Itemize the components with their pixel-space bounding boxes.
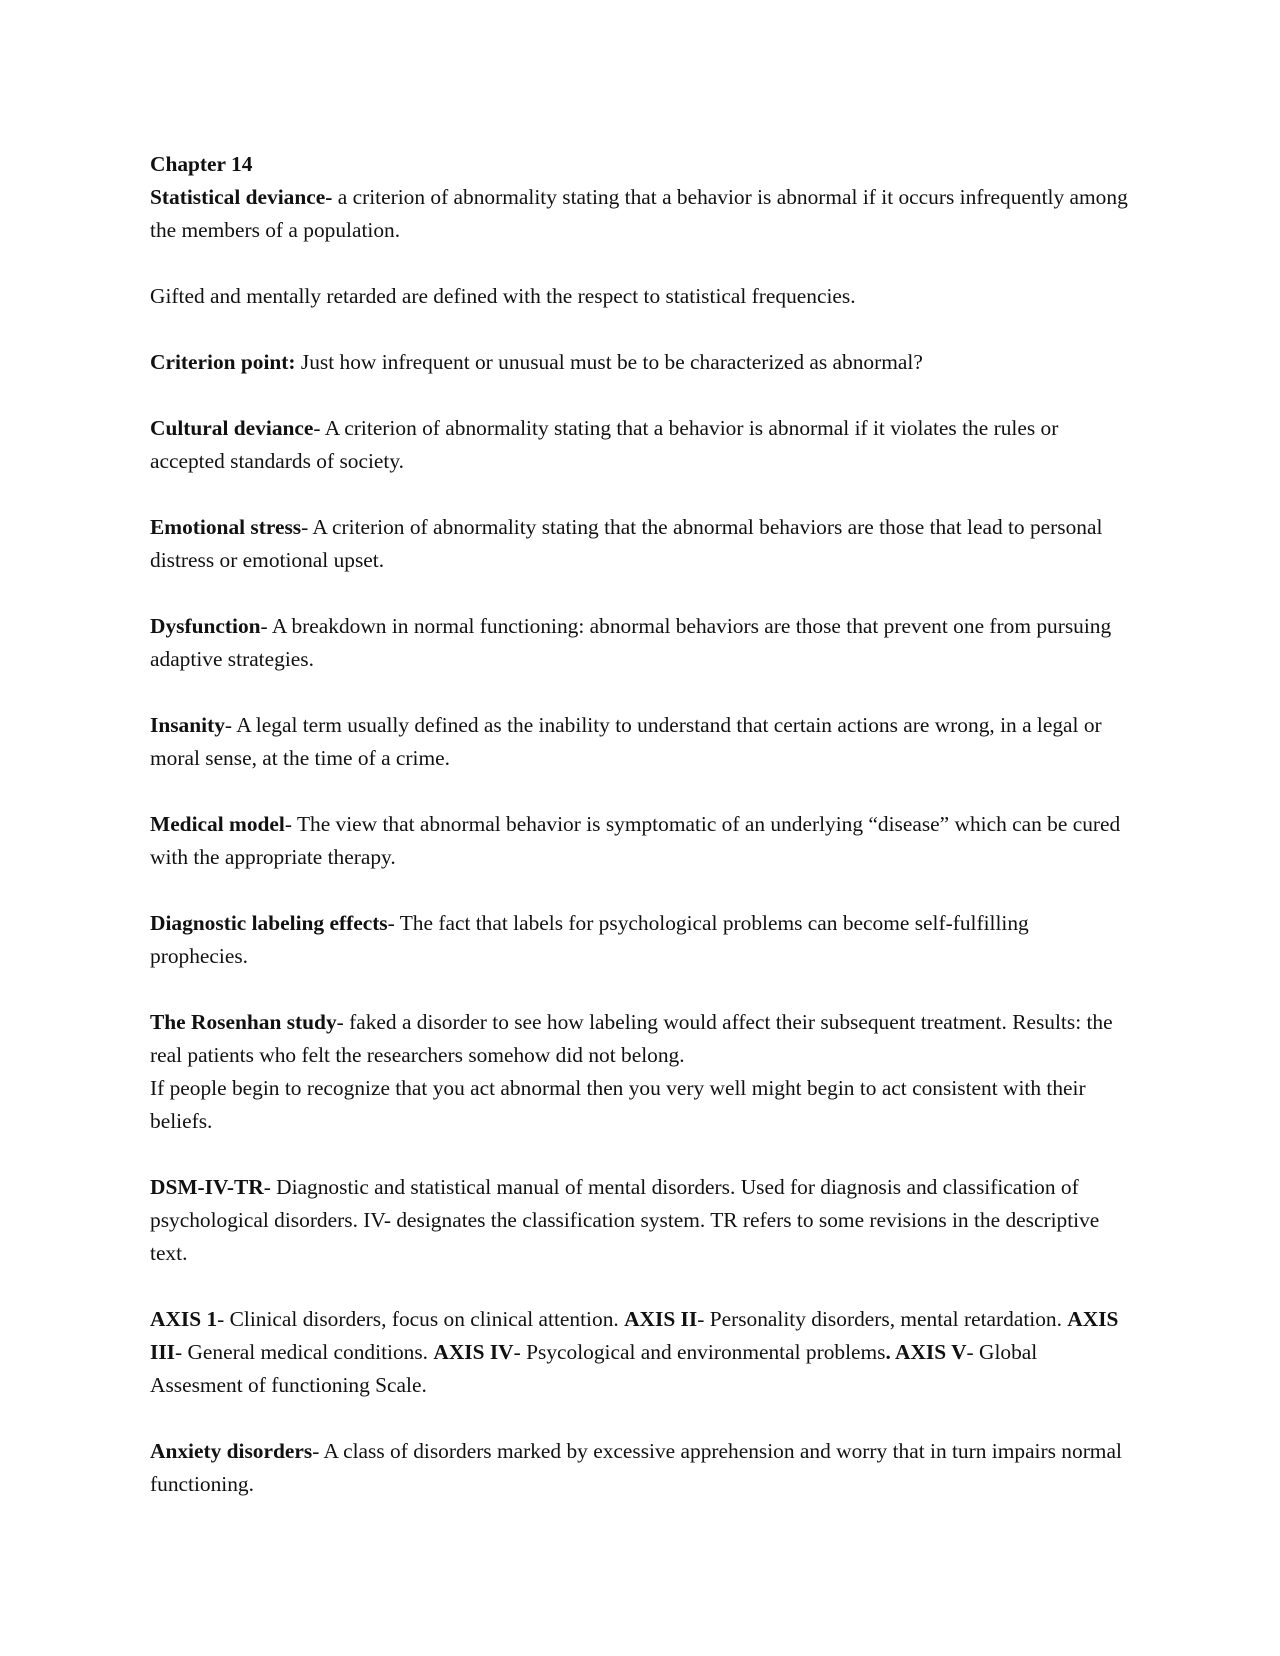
term-axis-3: AXIS III [150,1307,1119,1364]
term-axis-5: . AXIS V [885,1340,967,1364]
term-insanity: Insanity [150,713,225,737]
entry-diagnostic-labeling [150,907,1130,973]
entry-medical-model [150,808,1130,874]
document-page [150,148,1130,1534]
entry-dysfunction [150,610,1130,676]
definition-medical-model: - The view that abnormal behavior is symptomatic of an underlying “disease” which can be cured with the appropriate therapy. [150,812,1121,869]
rosenhan-followup: If people begin to recognize that you act abnormal then you very well might begin to act consistent with their beliefs. [150,1076,1086,1133]
entry-statistical-deviance [150,181,1130,247]
term-axis-1: AXIS 1 [150,1307,218,1331]
term-dysfunction: Dysfunction [150,614,261,638]
definition-cultural-deviance: - A criterion of abnormality stating that a behavior is abnormal if it violates the rules or accepted standards of society. [150,416,1059,473]
definition-axis-5: - Global Assesment of functioning Scale. [150,1340,1038,1397]
definition-statistical-deviance: a criterion of abnormality stating that a behavior is abnormal if it occurs infrequently among the members of a population. [150,185,1128,242]
term-criterion-point: Criterion point: [150,350,296,374]
chapter-title: Chapter 14 [150,152,253,176]
entry-emotional-stress [150,511,1130,577]
term-cultural-deviance: Cultural deviance [150,416,314,440]
definition-axis-2: - Personality disorders, mental retardation. [697,1307,1068,1331]
definition-axis-1: - Clinical disorders, focus on clinical attention. [217,1307,625,1331]
term-statistical-deviance: Statistical deviance- [150,185,333,209]
entry-rosenhan-study [150,1006,1130,1072]
definition-diagnostic-labeling: - The fact that labels for psychological problems can become self-fulfilling prophecies. [150,911,1029,968]
term-medical-model: Medical model [150,812,285,836]
definition-dsm: - Diagnostic and statistical manual of mental disorders. Used for diagnosis and classification of psychological disorders. IV- designates the classification system. TR refers to some revisions in the descriptive text. [150,1175,1100,1265]
definition-rosenhan-study: - faked a disorder to see how labeling would affect their subsequent treatment. Results: the real patients who felt the researchers somehow did not belong. [150,1010,1113,1067]
definition-axis-4: - Psycological and environmental problems [513,1340,886,1364]
entry-criterion-point [150,346,1130,379]
definition-axis-3: - General medical conditions. [174,1340,434,1364]
definition-emotional-stress: - A criterion of abnormality stating that the abnormal behaviors are those that lead to personal distress or emotional upset. [150,515,1103,572]
entry-insanity [150,709,1130,775]
definition-anxiety-disorders: - A class of disorders marked by excessive apprehension and worry that in turn impairs normal functioning. [150,1439,1122,1496]
entry-anxiety-disorders [150,1435,1130,1501]
term-emotional-stress: Emotional stress [150,515,302,539]
term-anxiety-disorders: Anxiety disorders [150,1439,313,1463]
entry-dsm [150,1171,1130,1270]
definition-insanity: - A legal term usually defined as the inability to understand that certain actions are wrong, in a legal or moral sense, at the time of a crime. [150,713,1102,770]
definition-criterion-point: Just how infrequent or unusual must be to be characterized as abnormal? [295,350,923,374]
term-diagnostic-labeling: Diagnostic labeling effects [150,911,388,935]
definition-dysfunction: - A breakdown in normal functioning: abnormal behaviors are those that prevent one from pursuing adaptive strategies. [150,614,1112,671]
term-axis-4: AXIS IV [433,1340,514,1364]
term-dsm: DSM-IV-TR [150,1175,264,1199]
term-rosenhan-study: The Rosenhan study [150,1010,337,1034]
entry-cultural-deviance [150,412,1130,478]
note-gifted: Gifted and mentally retarded are defined with the respect to statistical frequencies. [150,284,856,308]
entry-axes [150,1303,1130,1402]
term-axis-2: AXIS II [624,1307,698,1331]
